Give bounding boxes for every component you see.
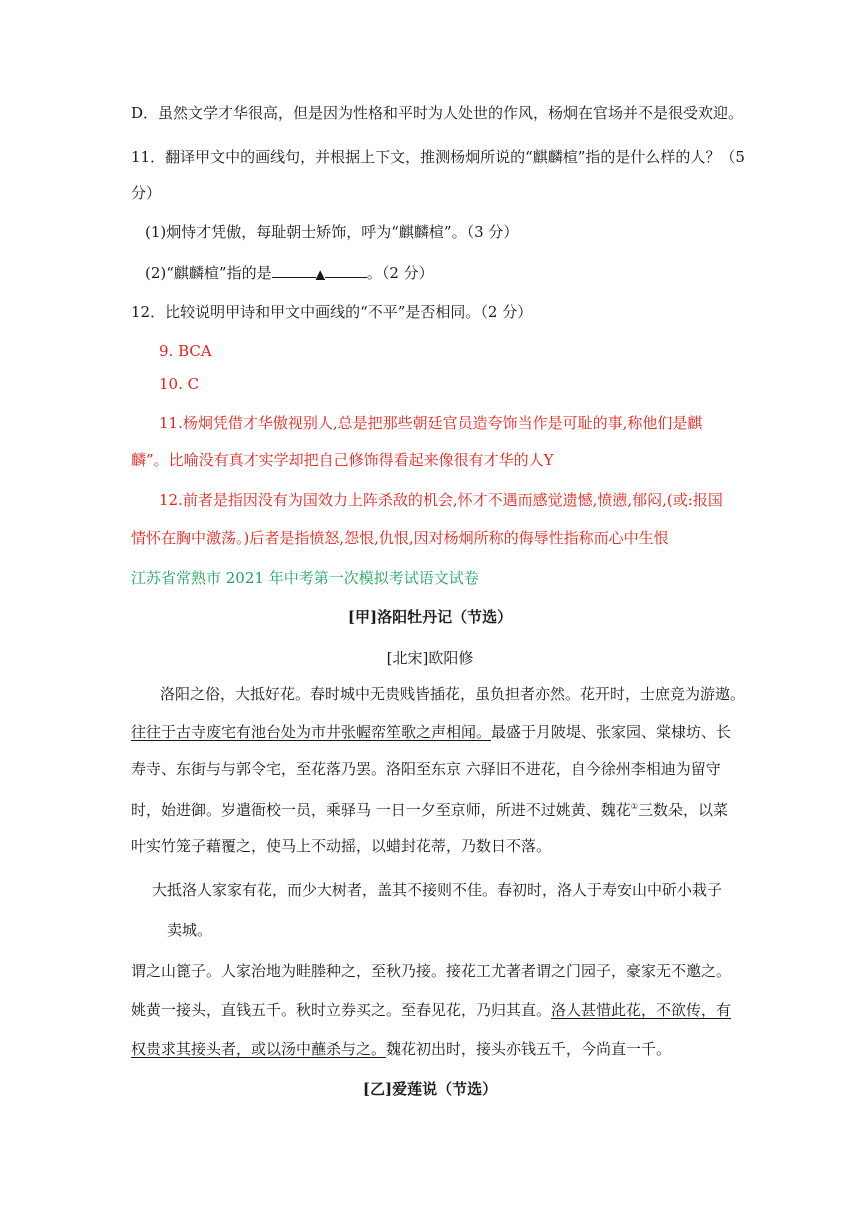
plain-text: 三数朵，以菜 bbox=[637, 801, 728, 819]
answer-12-line-2: 情怀在胸中激荡。)后者是指愤怒,怨恨,仇恨,因对杨炯所称的侮辱性指称而心中生恨 bbox=[131, 529, 669, 547]
plain-text: 时，始进御。岁遣衙校一员，乘驿马 一日一夕至京师，所进不过姚黄、魏花 bbox=[131, 801, 631, 819]
passage-a-p2-line-2: 卖城。 bbox=[167, 921, 213, 939]
underlined-sentence: 洛人甚惜此花，不欲传，有 bbox=[551, 1001, 732, 1019]
passage-a-p3-line-1: 谓之山篦子。人家治地为畦塍种之，至秋乃接。接花工尤著者谓之门园子，豪家无不邀之。 bbox=[131, 962, 732, 980]
passage-a-title: [甲]洛阳牡丹记（节选） bbox=[347, 608, 513, 626]
passage-a-p1-line-3: 寿寺、东街与与郭令宅，至花落乃罢。洛阳至东京 六驿旧不进花，自今徐州李相迪为留守 bbox=[131, 760, 721, 778]
question-11-line-2: 分） bbox=[131, 184, 162, 202]
passage-a-p3-line-2 bbox=[131, 1000, 731, 1020]
triangle-marker-icon: ▲ bbox=[316, 264, 325, 280]
answer-10: 10. C bbox=[159, 375, 200, 393]
answer-blank-right bbox=[325, 262, 367, 278]
answer-11-line-2: 麟”。比喻没有真才实学却把自己修饰得看起来像很有才华的人Y bbox=[131, 451, 554, 469]
underlined-sentence: 权贵求其接头者，或以汤中蘸杀与之。 bbox=[131, 1040, 387, 1058]
passage-a-p1-line-4 bbox=[131, 797, 728, 820]
plain-text: 最盛于月陂堤、张家园、棠棣坊、长 bbox=[491, 723, 732, 741]
passage-a-p3-line-3 bbox=[131, 1039, 671, 1059]
footnote-marker: ① bbox=[630, 802, 638, 811]
answer-9: 9. BCA bbox=[159, 342, 212, 360]
passage-a-author: [北宋]欧阳修 bbox=[386, 649, 474, 667]
question-11-line-1: 11．翻译甲文中的画线句，并根据上下文，推测杨炯所说的“麒麟楦”指的是什么样的人？（5 bbox=[131, 148, 745, 166]
passage-a-p2-line-1: 大抵洛人家家有花，而少大树者，盖其不接则不佳。春初时，洛人于寿安山中斫小栽子 bbox=[152, 881, 723, 899]
question-11-sub-2 bbox=[145, 262, 434, 283]
plain-text: 姚黄一接头，直钱五千。秋时立券买之。至春见花，乃归其直。 bbox=[131, 1001, 552, 1019]
question-12: 12．比较说明甲诗和甲文中画线的“不平”是否相同。（2 分） bbox=[131, 303, 533, 321]
passage-b-title: [乙]爱莲说（节选） bbox=[362, 1080, 498, 1098]
passage-a-p1-line-2 bbox=[131, 722, 731, 742]
plain-text: 魏花初出时，接头亦钱五千，今尚直一千。 bbox=[386, 1040, 672, 1058]
answer-blank-left bbox=[272, 262, 316, 278]
answer-12-line-1: 12.前者是指因没有为国效力上阵杀敌的机会,怀才不遇而感觉遗憾,愤懑,郁闷,(或:报国 bbox=[159, 491, 723, 509]
question-10-option-d: D．虽然文学才华很高，但是因为性格和平时为人处世的作风，杨炯在官场并不是很受欢迎。 bbox=[131, 104, 744, 122]
question-11-sub-2-prefix: (2)“麒麟楦”指的是 bbox=[145, 264, 272, 282]
answer-11-line-1: 11.杨炯凭借才华傲视别人,总是把那些朝廷官员造夸饰当作是可耻的事,称他们是麒 bbox=[159, 414, 703, 432]
question-11-sub-2-suffix: 。（2 分） bbox=[366, 264, 434, 282]
underlined-sentence: 往往于古寺废宅有池台处为市井张幄帟笙歌之声相闻。 bbox=[131, 723, 492, 741]
exam-source-title: 江苏省常熟市 2021 年中考第一次模拟考试语文试卷 bbox=[131, 569, 479, 587]
passage-a-p1-line-5: 叶实竹笼子藉覆之，使马上不动摇，以蜡封花蒂，乃数日不落。 bbox=[131, 837, 552, 855]
passage-a-p1-line-1: 洛阳之俗，大抵好花。春时城中无贵贱皆插花，虽负担者亦然。花开时，士庶竞为游遨。 bbox=[160, 685, 746, 703]
question-11-sub-1: (1)炯恃才凭傲，每耻朝士矫饰，呼为“麒麟楦”。（3 分） bbox=[145, 223, 519, 241]
